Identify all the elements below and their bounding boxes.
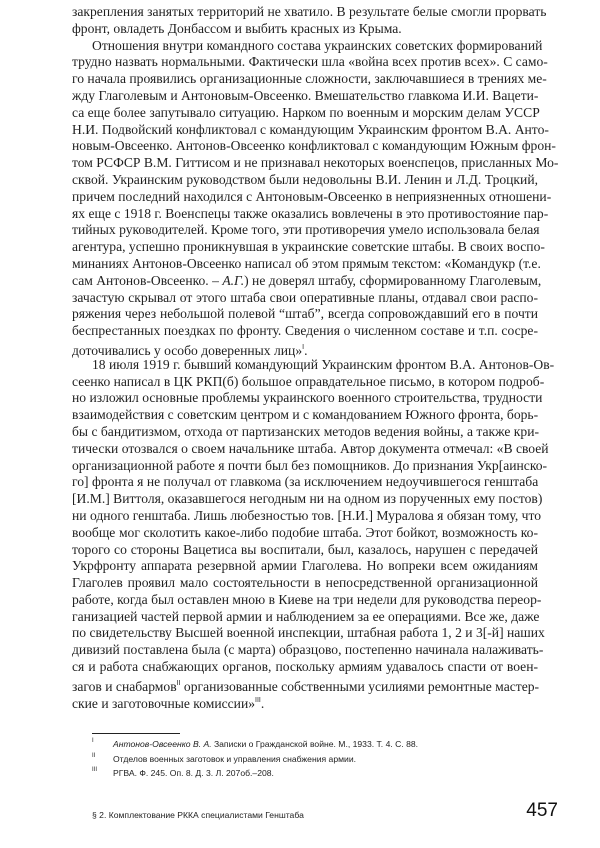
text-segment: организационной работе я почти был без помощников. До признания Укр[аинско- bbox=[72, 457, 548, 473]
text-line bbox=[72, 591, 542, 609]
footnote-author: Антонов-Овсеенко В. А. bbox=[113, 739, 212, 749]
text-segment: ганизацией частей первой армии и наблюдением за ее операциями. Все же, даже bbox=[72, 608, 540, 624]
text-segment: го начала проявились организационные сложности, заключавшиеся в трениях ме- bbox=[72, 71, 547, 87]
text-line bbox=[72, 71, 547, 88]
text-segment: дивизий поставлена была (с марта) образцово, постепенно начинала налаживать- bbox=[72, 642, 544, 658]
footnote-reference: III bbox=[255, 696, 261, 704]
footnote-reference: I bbox=[302, 343, 305, 351]
text-line bbox=[72, 255, 541, 273]
text-line bbox=[72, 205, 549, 223]
footnote bbox=[92, 766, 418, 781]
text-segment: ни одного генштаба. Лишь любезностью тов. [Н.И.] Муралова я обязан тому, что bbox=[72, 507, 542, 523]
text-segment: вообще мог сколотить какое-либо подобие штаба. Этот бойкот, возможность ко- bbox=[72, 524, 538, 540]
body-text bbox=[72, 4, 559, 711]
text-line bbox=[72, 155, 559, 172]
text-line bbox=[72, 625, 545, 642]
text-line bbox=[72, 54, 548, 71]
footnotes bbox=[92, 737, 418, 781]
text-segment: минаниях Антонов-Овсеенко написал об этом прямым текстом: «Командукр (т.е. bbox=[72, 255, 541, 271]
text-segment: сквой. Украинским руководством были недовольны В.И. Ленин и Л.Д. Троцкий, bbox=[72, 171, 538, 187]
footnote-reference: II bbox=[176, 679, 181, 687]
text-line bbox=[72, 37, 543, 55]
text-segment: организованные собственными усилиями ремонтные мастер- bbox=[180, 678, 540, 694]
text-segment: взаимодействия с советским центром и с командованием Южного фронта, борь- bbox=[72, 407, 539, 423]
text-segment: торого со стороны Вацетиса вы воспитали, был, казалось, нарушен с передачей bbox=[72, 541, 538, 557]
text-segment: сеенко написал в ЦК РКП(б) большое оправдательное письмо, в котором подроб- bbox=[72, 373, 545, 389]
text-line bbox=[72, 525, 538, 542]
footnote bbox=[92, 737, 418, 752]
text-segment: ся и работа снабжающих органов, поскольку армиям удавалось спасти от воен- bbox=[72, 659, 538, 675]
text-line bbox=[72, 4, 547, 21]
text-segment: трудно назвать нормальными. Фактически шла «война всех против всех». С само- bbox=[72, 54, 548, 70]
text-line bbox=[72, 474, 538, 491]
text-line bbox=[72, 507, 542, 525]
text-line bbox=[72, 272, 542, 290]
footnote bbox=[92, 752, 418, 767]
text-segment: том РСФСР В.М. Гиттисом и не признавал некоторых военспецов, присланных Мо- bbox=[72, 155, 559, 171]
text-segment: фронт, овладеть Донбассом и выбить красных из Крыма. bbox=[72, 20, 402, 36]
text-segment: но изложил основные проблемы украинского военного строительства, трудности bbox=[72, 390, 543, 406]
text-segment: Н.И. Подвойский конфликтовал с командующим Украинским фронтом В.А. Анто- bbox=[72, 121, 549, 137]
text-segment: работе, когда был оставлен мною в Киеве на три недели для руководства переор- bbox=[72, 591, 542, 607]
footnote-mark: II bbox=[92, 752, 96, 759]
text-line bbox=[72, 440, 549, 458]
text-segment: тийных руководителей. Кроме того, эти противоречия умело использовала белая bbox=[72, 222, 540, 238]
text-line bbox=[72, 491, 543, 508]
text-line bbox=[72, 239, 545, 256]
text-line bbox=[72, 188, 552, 206]
text-line bbox=[72, 290, 538, 307]
text-line bbox=[72, 172, 538, 189]
page-number: 457 bbox=[526, 800, 558, 821]
text-segment: новым-Овсеенко. Антонов-Овсеенко конфликтовал с командующим Южным фрон- bbox=[72, 138, 556, 154]
text-segment: закрепления занятых территорий не хватило. В результате белые смогли прорвать bbox=[72, 4, 547, 19]
footnote-text: Записки о Гражданской войне. М., 1933. Т. 4. С. 88. bbox=[211, 739, 419, 749]
text-line bbox=[72, 558, 538, 575]
text-line bbox=[72, 424, 538, 441]
text-segment: А.Г. bbox=[222, 272, 245, 288]
text-line bbox=[72, 88, 538, 105]
text-line bbox=[72, 609, 538, 626]
text-line bbox=[72, 105, 538, 122]
text-line bbox=[72, 323, 538, 340]
text-segment: ские и заготовочные комиссии» bbox=[72, 695, 256, 711]
footnote-divider bbox=[92, 733, 180, 734]
text-line bbox=[72, 542, 538, 559]
text-line bbox=[72, 575, 538, 592]
text-line bbox=[72, 306, 538, 323]
text-line bbox=[72, 121, 549, 139]
text-segment: тически отозвался о своем начальнике штаба. Автор документа отмечал: «В своей bbox=[72, 440, 549, 456]
text-segment: зачастую скрывал от этого штаба свои оперативные планы, отдавал свои распо- bbox=[72, 289, 538, 305]
text-segment: Глаголев проявил мало состоятельности в непосредственной организационной bbox=[72, 575, 538, 591]
text-segment: . bbox=[260, 695, 265, 711]
footnote-mark: I bbox=[92, 738, 94, 744]
text-line bbox=[72, 340, 538, 357]
text-segment: Укрфронту аппарата резервной армии Глаголева. Но вопреки всем ожиданиям bbox=[72, 558, 538, 574]
text-segment: [И.М.] Виттоля, оказавшегося негодным ни на одном из порученных ему постов) bbox=[72, 491, 543, 507]
footnote-mark: III bbox=[92, 767, 98, 773]
text-segment: 18 июля 1919 г. бывший командующий Украинским фронтом В.А. Антонов-Ов- bbox=[92, 356, 555, 372]
text-segment: Отношения внутри командного состава украинских советских формирований bbox=[92, 37, 543, 53]
text-line bbox=[72, 138, 556, 155]
text-line bbox=[72, 457, 548, 475]
text-segment: го] фронта я не получал от главкома (за исключением недоучившегося генштаба bbox=[72, 474, 539, 490]
text-segment: беспрестанных поездках по фронту. Сведения о численном составе и т.п. сосре- bbox=[72, 323, 538, 339]
text-segment: загов и снабармов bbox=[72, 678, 177, 694]
text-line bbox=[72, 21, 538, 38]
text-line bbox=[72, 693, 538, 710]
text-segment: . bbox=[304, 342, 308, 358]
text-segment: бы с бандитизмом, отхода от партизанских методов ведения войны, а также кри- bbox=[72, 423, 540, 439]
text-line bbox=[72, 659, 538, 676]
text-segment: по свидетельству Высшей военной инспекции, штабная работа 1, 2 и 3[-й] наших bbox=[72, 625, 545, 641]
text-segment: причем последний находился с Антоновым-Овсеенко в неприязненных отношени- bbox=[72, 188, 552, 204]
footnote-text: Отделов военных заготовок и управления снабжения армии. bbox=[113, 753, 357, 764]
text-segment: ях еще с 1918 г. Военспецы также оказались вовлечены в это противостояние пар- bbox=[72, 205, 549, 221]
text-segment: са еще более запутывало ситуацию. Нарком по военным и морским делам УССР bbox=[72, 104, 540, 120]
text-line bbox=[72, 222, 538, 239]
text-line bbox=[72, 676, 538, 693]
text-line bbox=[72, 390, 543, 407]
text-line bbox=[72, 642, 544, 659]
text-segment: агентура, успешно проникнувшая в украинские советские штабы. В своих воспо- bbox=[72, 239, 545, 255]
text-segment: доточивались у особо доверенных лиц» bbox=[72, 342, 303, 358]
text-line bbox=[72, 407, 538, 424]
running-footer-title: § 2. Комплектование РККА специалистами Генштаба bbox=[92, 810, 304, 820]
text-line bbox=[72, 373, 545, 391]
footnote-text: РГВА. Ф. 245. Оп. 8. Д. 3. Л. 207об.–208. bbox=[113, 768, 274, 778]
text-line bbox=[72, 356, 555, 374]
text-segment: сам Антонов-Овсеенко. – bbox=[72, 272, 223, 288]
text-segment: ряжения через небольшой полевой “штаб”, всегда сопровождавший его в почти bbox=[72, 306, 538, 322]
text-segment: жду Глаголевым и Антоновым-Овсеенко. Вмешательство главкома И.И. Вацети- bbox=[72, 87, 539, 103]
text-segment: ) не доверял штабу, сформированному Глаголевым, bbox=[244, 272, 542, 288]
